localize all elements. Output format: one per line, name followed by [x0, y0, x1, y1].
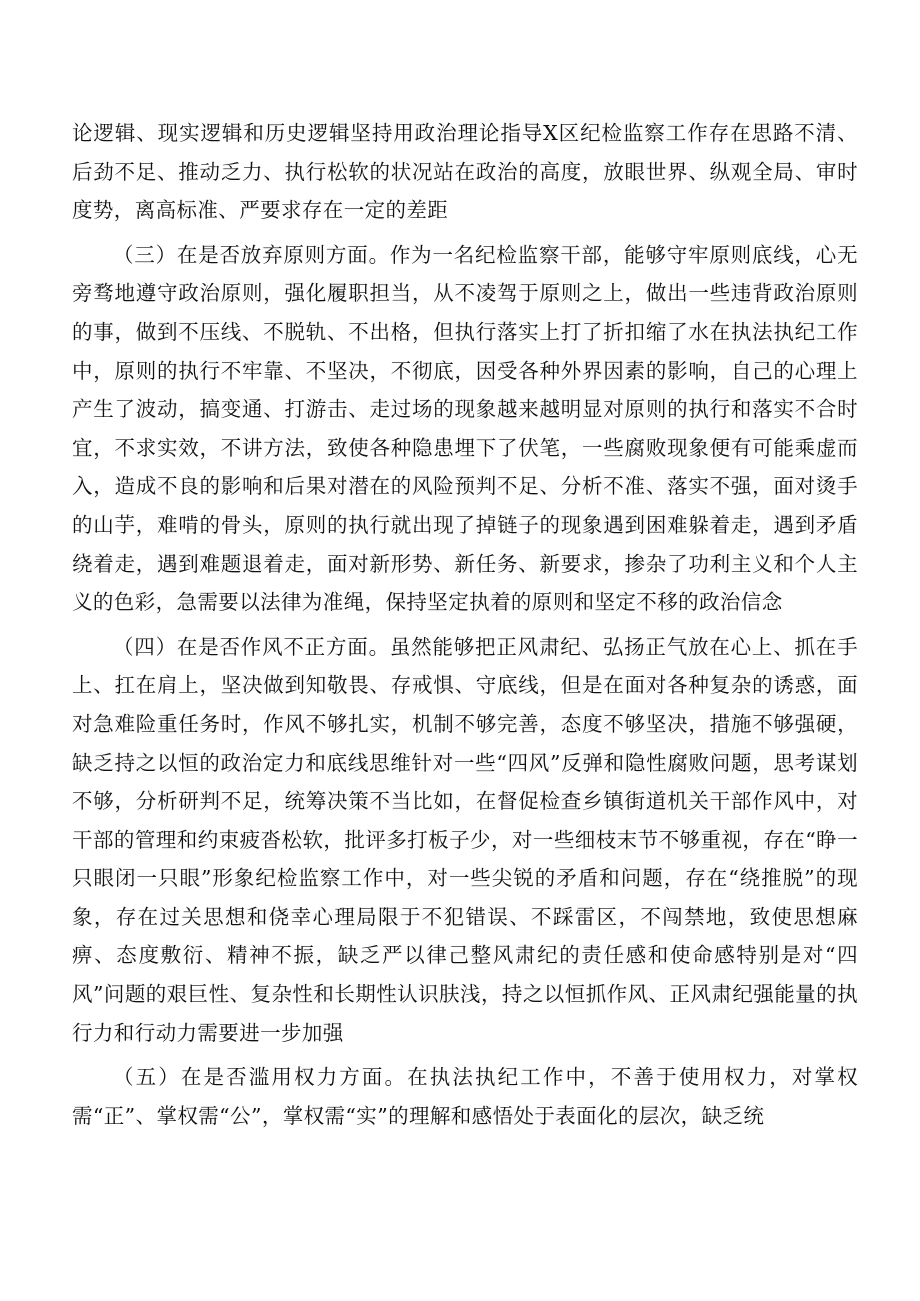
- paragraph-section-three: （三）在是否放弃原则方面。作为一名纪检监察干部，能够守牢原则底线，心无旁骛地遵守政治原则，强化履职担当，从不凌驾于原则之上，做出一些违背政治原则的事，做到不压线、不脱轨、不出格，但执行落实上打了折扣缩了水在执法执纪工作中，原则的执行不牢靠、不坚决，不彻底，因受各种外界因素的影响，自己的心理上产生了波动，搞变通、打游击、走过场的现象越来越明显对原则的执行和落实不合时宜，不求实效，不讲方法，致使各种隐患埋下了伏笔，一些腐败现象便有可能乘虚而入，造成不良的影响和后果对潜在的风险预判不足、分析不准、落实不强，面对烫手的山芋，难啃的骨头，原则的执行就出现了掉链子的现象遇到困难躲着走，遇到矛盾绕着走，遇到难题退着走，面对新形势、新任务、新要求，掺杂了功利主义和个人主义的色彩，急需要以法律为准绳，保持坚定执着的原则和坚定不移的政治信念: [72, 242, 858, 615]
- paragraph-section-five: （五）在是否滥用权力方面。在执法执纪工作中，不善于使用权力，对掌权需“正”、掌权需“公”，掌权需“实”的理解和感悟处于表面化的层次，缺乏统: [72, 1065, 858, 1128]
- document-body: [72, 114, 858, 1135]
- paragraph-section-four: （四）在是否作风不正方面。虽然能够把正风肃纪、弘扬正气放在心上、抓在手上、扛在肩上，坚决做到知敬畏、存戒惧、守底线，但是在面对各种复杂的诱惑，面对急难险重任务时，作风不够扎实，机制不够完善，态度不够坚决，措施不够强硬，缺乏持之以恒的政治定力和底线思维针对一些“四风”反弹和隐性腐败问题，思考谋划不够，分析研判不足，统筹决策不当比如，在督促检查乡镇街道机关干部作风中，对干部的管理和约束疲沓松软，批评多打板子少，对一些细枝末节不够重视，存在“睁一只眼闭一只眼”形象纪检监察工作中，对一些尖锐的矛盾和问题，存在“绕推脱”的现象，存在过关思想和侥幸心理局限于不犯错误、不踩雷区，不闯禁地，致使思想麻痹、态度敷衍、精神不振，缺乏严以律己整风肃纪的责任感和使命感特别是对“四风”问题的艰巨性、复杂性和长期性认识肤浅，持之以恒抓作风、正风肃纪强能量的执行力和行动力需要进一步加强: [72, 634, 858, 1045]
- paragraph-continuation: 论逻辑、现实逻辑和历史逻辑坚持用政治理论指导X区纪检监察工作存在思路不清、后劲不足、推动乏力、执行松软的状况站在政治的高度，放眼世界、纵观全局、审时度势，离高标准、严要求存在一定的差距: [72, 121, 858, 223]
